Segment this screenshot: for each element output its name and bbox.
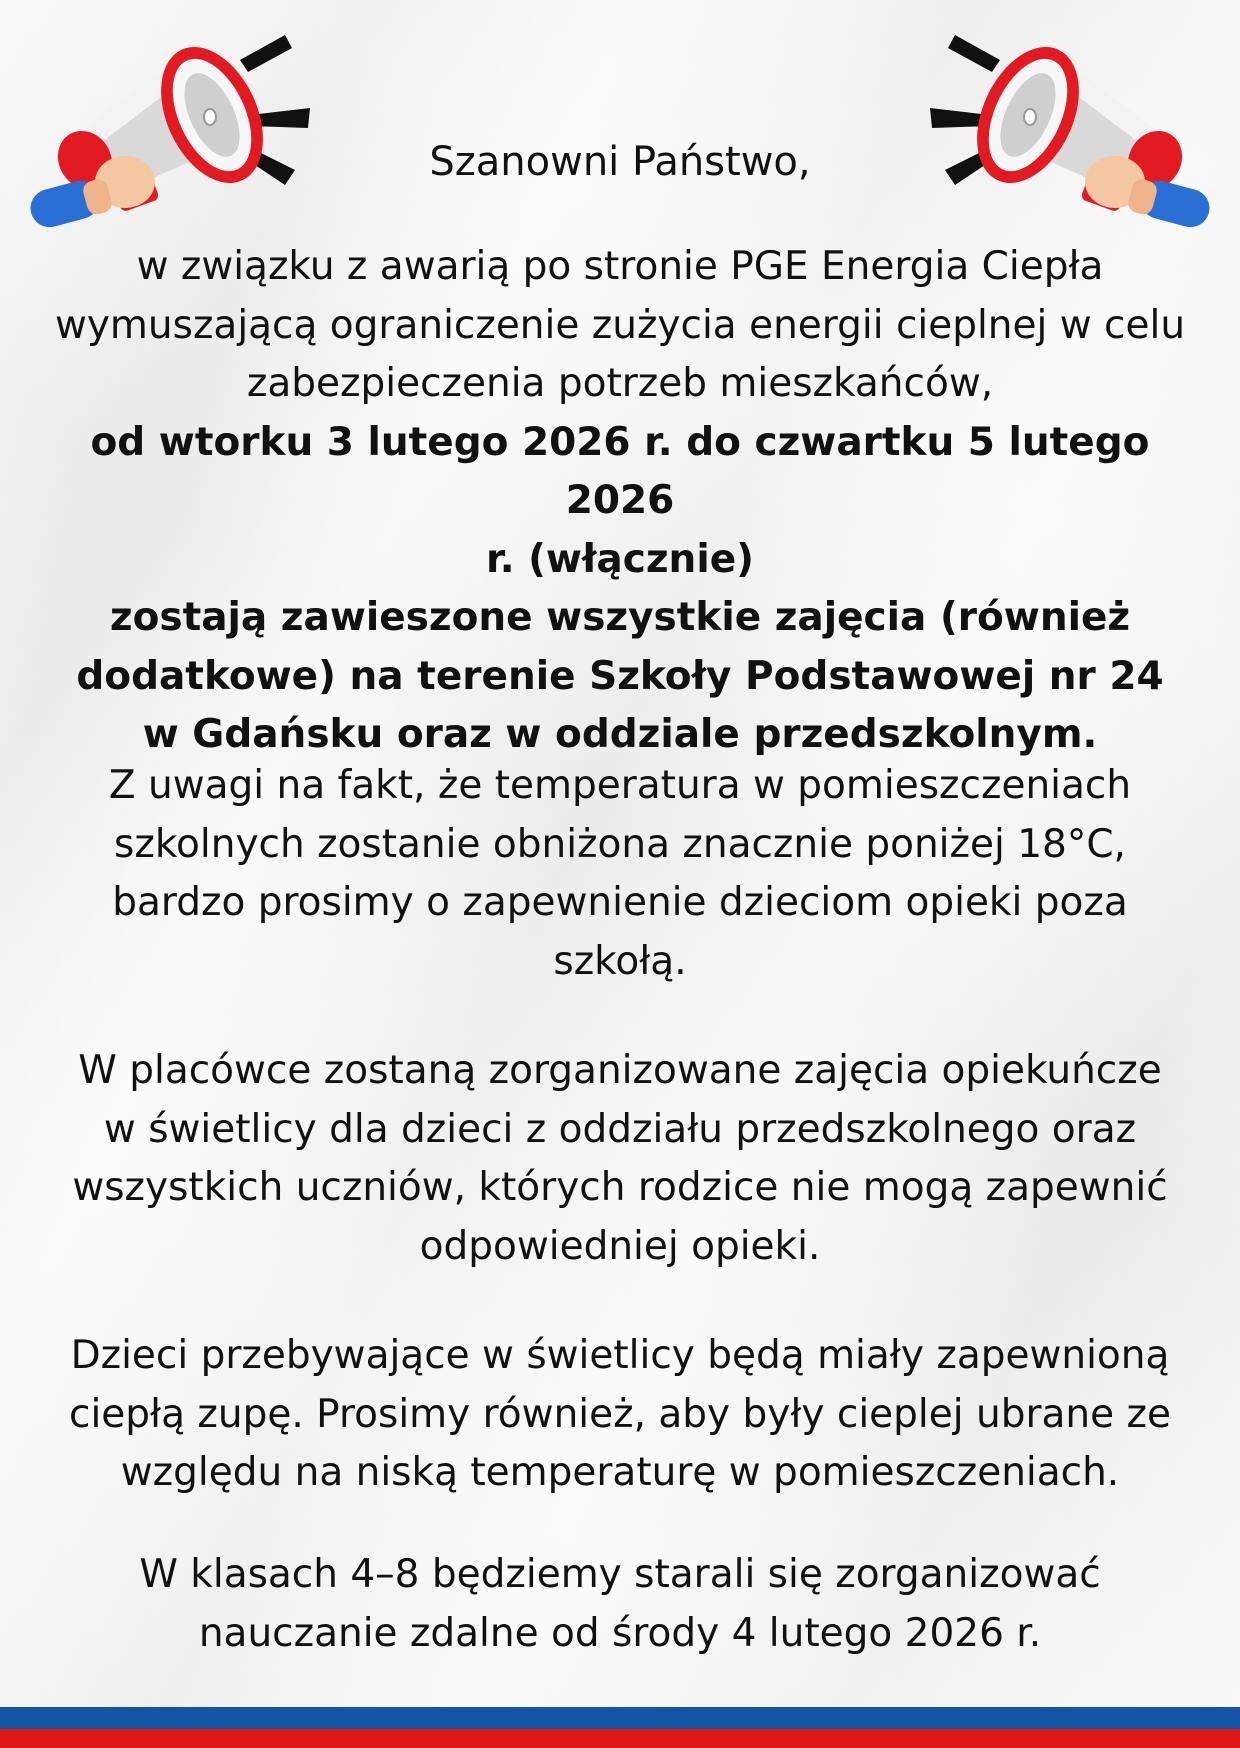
text-line: nauczanie zdalne od środy 4 lutego 2026 r. <box>198 1610 1042 1656</box>
text-line: odpowiedniej opieki. <box>419 1223 821 1269</box>
text-line: w świetlicy dla dzieci z oddziału przedszkolnego oraz <box>103 1106 1137 1152</box>
megaphone-left-icon <box>30 20 350 240</box>
bold-text-line: w Gdańsku oraz w oddziale przedszkolnym. <box>142 712 1098 757</box>
remote-learning-paragraph <box>40 1546 1200 1663</box>
text-line: W klasach 4–8 będziemy starali się zorganizować <box>139 1552 1101 1597</box>
temperature-paragraph <box>40 757 1200 991</box>
text-line: bardzo prosimy o zapewnienie dzieciom opieki poza <box>112 880 1128 925</box>
text-line: zabezpieczenia potrzeb mieszkańców, <box>246 361 994 406</box>
soup-paragraph <box>40 1327 1200 1503</box>
text-line: Dzieci przebywające w świetlicy będą miały zapewnioną <box>70 1333 1170 1378</box>
text-line: ciepłą zupę. Prosimy również, aby były cieplej ubrane ze <box>69 1391 1171 1437</box>
care-paragraph <box>40 1042 1200 1276</box>
megaphone-right-icon <box>890 20 1210 240</box>
text-line: szkołą. <box>553 938 687 984</box>
text-line: Z uwagi na fakt, że temperatura w pomieszczeniach <box>108 763 1132 808</box>
announcement-paragraph <box>40 238 1200 765</box>
text-line: w związku z awarią po stronie PGE Energia Ciepła <box>136 244 1104 289</box>
text-line: wszystkich uczniów, których rodzice nie mogą zapewnić <box>72 1165 1168 1210</box>
greeting: Szanowni Państwo, <box>429 139 811 185</box>
footer-stripe-blue <box>0 1707 1240 1729</box>
bold-text-line: r. (włącznie) <box>486 536 754 582</box>
text-line: szkolnych zostanie obniżona znacznie poniżej 18°C, <box>114 821 1126 867</box>
bold-text-line: zostają zawieszone wszystkie zajęcia (również <box>109 595 1131 640</box>
text-line: względu na niską temperaturę w pomieszczeniach. <box>120 1450 1120 1495</box>
text-line: wymuszającą ograniczenie zużycia energii cieplnej w celu <box>54 302 1186 348</box>
footer-stripe-red <box>0 1729 1240 1748</box>
text-line: W placówce zostaną zorganizowane zajęcia opiekuńcze <box>78 1048 1162 1093</box>
bold-text-line: od wtorku 3 lutego 2026 r. do czwartku 5 lutego 2026 <box>90 419 1150 523</box>
bold-text-line: dodatkowe) na terenie Szkoły Podstawowej nr 24 <box>76 653 1164 699</box>
